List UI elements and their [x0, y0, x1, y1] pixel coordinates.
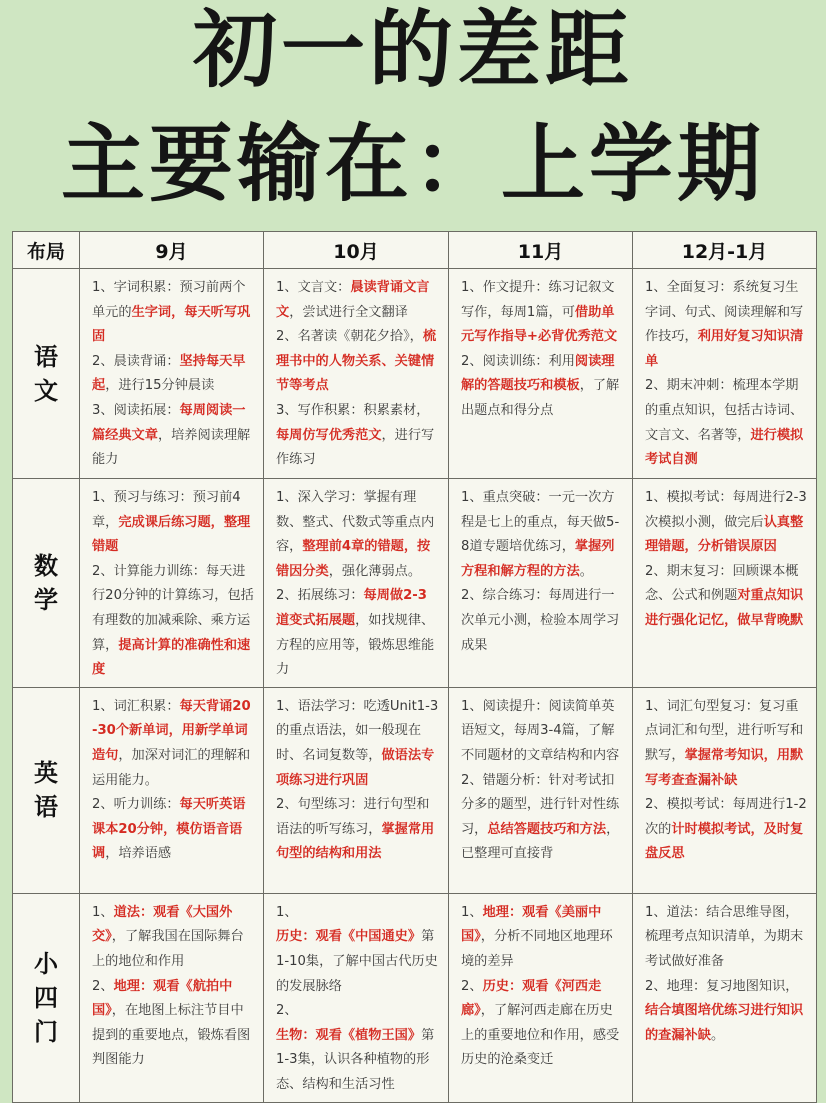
plan-item: [276, 584, 439, 682]
plan-text: 1、作文提升：练习记叙文写作，每周1篇，可: [461, 280, 615, 320]
highlight-text: 地理：观看《美丽中国》: [461, 904, 602, 945]
subject-char: 门: [34, 1017, 58, 1046]
highlight-text: 梳理书中的人物关系、关键情节等考点: [276, 329, 437, 394]
plan-text: 1、模拟考试：每周进行2-3次模拟小测，做完后: [645, 490, 807, 530]
plan-text: 3、写作积累：积累素材，: [276, 402, 430, 418]
plan-item: [461, 584, 623, 658]
plan-item: [645, 374, 807, 472]
plan-text: 1、道法：结合思维导图，梳理考点知识清单，为期末考试做好准备: [645, 904, 804, 969]
plan-text: ，分析不同地区地理环境的差异: [461, 929, 613, 969]
plan-text: 2、: [92, 978, 114, 994]
plan-text: ，培养语感: [105, 846, 172, 862]
plan-item: [461, 901, 623, 975]
plan-item: [645, 486, 807, 560]
highlight-text: 掌握常考知识，用默写考查查漏补缺: [645, 747, 804, 788]
plan-text: 2、期末复习：回顾课本概念、公式和例题: [645, 563, 799, 604]
plan-item: [461, 276, 623, 350]
plan-item: [276, 325, 439, 399]
row-english: [13, 687, 817, 893]
plan-item: [92, 350, 254, 399]
row-chinese: [13, 269, 817, 479]
subject-english: [13, 687, 80, 893]
plan-item: [92, 560, 254, 683]
highlight-text: 晨读背诵文言文: [276, 280, 430, 320]
plan-cell: [633, 687, 817, 893]
plan-text: 2、阅读训练：利用: [461, 353, 575, 369]
plan-item: [92, 695, 254, 793]
plan-cell: [633, 893, 817, 1102]
plan-text: 2、拓展练习：: [276, 588, 364, 604]
plan-item: [276, 793, 439, 867]
plan-text: ，进行15分钟晨读: [105, 378, 215, 394]
plan-text: 2、错题分析：针对考试扣分多的题型，进行针对性练习，: [461, 772, 620, 837]
header-dec-jan: 12月-1月: [633, 232, 817, 269]
plan-cell: [449, 479, 633, 688]
plan-text: 1、预习与练习：预习前4章，: [92, 490, 241, 530]
plan-cell: [264, 479, 449, 688]
plan-text: ，如找规律、方程的应用等，锻炼思维能力: [276, 612, 435, 678]
plan-text: 2、: [276, 1003, 298, 1019]
highlight-text: 进行模拟考试自测: [645, 427, 804, 468]
subject-char: 小: [34, 949, 58, 978]
subject-char: 文: [34, 376, 58, 405]
plan-text: 1、词汇句型复习：复习重点词汇和句型，进行听写和默写，: [645, 698, 804, 763]
highlight-text: 每周做2-3道变式拓展题: [276, 588, 427, 628]
plan-text: 2、名著读《朝花夕拾》，: [276, 329, 423, 345]
plan-text: 3、阅读拓展：: [92, 402, 180, 418]
plan-text: ，培养阅读理解能力: [92, 427, 251, 468]
plan-text: ，强化薄弱点。: [328, 563, 422, 579]
plan-text: ，尝试进行全文翻译: [289, 304, 408, 320]
plan-text: 。: [710, 1027, 725, 1043]
subject-char: 学: [34, 585, 58, 614]
plan-item: [461, 350, 623, 424]
plan-cell: [264, 269, 449, 479]
highlight-text: 总结答题技巧和方法: [487, 821, 607, 837]
plan-cell: [264, 893, 449, 1102]
plan-text: 1、: [92, 904, 114, 920]
header-row: [13, 232, 817, 269]
plan-text: ，了解我国在国际舞台上的地位和作用: [92, 929, 244, 969]
plan-text: 2、计算能力训练：每天进行20分钟的计算练习，包括有理数的加减乘除、乘方运算，: [92, 563, 254, 653]
plan-item: [276, 901, 439, 999]
study-plan-table: [12, 231, 817, 1103]
plan-text: 1、语法学习：吃透Unit1-3的重点语法，如一般现在时、名词复数等，: [276, 698, 439, 763]
plan-text: ，已整理可直接背: [461, 821, 620, 862]
highlight-text: 认真整理错题，分析错误原因: [645, 514, 804, 555]
title-line-2: 主要输在：上学期: [60, 115, 765, 213]
plan-text: 1、重点突破：一元一次方程是七上的重点，每天做5-8道专题培优练习，: [461, 490, 620, 555]
plan-text: 2、句型练习：进行句型和语法的听写练习，: [276, 797, 430, 837]
plan-text: 2、地理：复习地图知识，: [645, 978, 799, 994]
plan-text: 1、阅读提升：阅读简单英语短文，每周3-4篇，了解不同题材的文章结构和内容: [461, 698, 620, 763]
highlight-text: 计时模拟考试，及时复盘反思: [645, 821, 804, 862]
plan-text: 2、听力训练：: [92, 797, 180, 813]
highlight-text: 生物：观看《植物王国》: [276, 1027, 422, 1043]
plan-text: 2、综合练习：每周进行一次单元小测，检验本周学习成果: [461, 588, 620, 653]
plan-text: 1、: [276, 904, 298, 920]
plan-cell: [449, 893, 633, 1102]
plan-text: ，了解出题点和得分点: [461, 378, 620, 418]
plan-text: 第1-3集，认识各种植物的形态、结构和生活习性: [276, 1027, 435, 1092]
plan-item: [92, 486, 254, 560]
plan-text: 1、词汇积累：: [92, 698, 180, 714]
highlight-text: 每周阅读一篇经典文章: [92, 402, 246, 443]
plan-item: [645, 560, 807, 634]
row-minor-subjects: [13, 893, 817, 1102]
highlight-text: 道法：观看《大国外交》: [92, 904, 233, 945]
subject-char: 数: [34, 551, 58, 580]
highlight-text: 地理：观看《航拍中国》: [92, 978, 233, 1019]
plan-text: 1、文言文：: [276, 280, 351, 295]
header-oct: 10月: [264, 232, 449, 269]
subject-char: 四: [34, 983, 58, 1012]
plan-item: [92, 276, 254, 350]
highlight-text: 借助单元写作指导+必背优秀范文: [461, 304, 618, 345]
plan-cell: [80, 687, 264, 893]
title-line-1: 初一的差距: [192, 1, 633, 99]
plan-cell: [80, 479, 264, 688]
highlight-text: 整理前4章的错题，按错因分类: [276, 539, 431, 579]
plan-text: ，在地图上标注节目中提到的重要地点，锻炼看图判图能力: [92, 1003, 251, 1068]
subject-math: [13, 479, 80, 688]
plan-item: [276, 276, 439, 325]
plan-item: [645, 793, 807, 867]
plan-item: [92, 975, 254, 1073]
plan-text: ，进行写作练习: [276, 427, 435, 468]
highlight-text: 每周仿写优秀范文: [276, 427, 382, 443]
plan-text: 1、字词积累：预习前两个单元的: [92, 280, 246, 320]
highlight-text: 历史：观看《中国通史》: [276, 929, 422, 945]
plan-cell: [449, 687, 633, 893]
plan-text: 2、模拟考试：每周进行1-2次的: [645, 797, 807, 837]
plan-item: [92, 901, 254, 975]
highlight-text: 掌握列方程和解方程的方法: [461, 539, 615, 579]
highlight-text: 每天听英语课本20分钟，模仿语音语调: [92, 797, 246, 862]
plan-cell: [80, 893, 264, 1102]
highlight-text: 掌握常用句型的结构和用法: [276, 821, 435, 862]
plan-text: 1、: [461, 904, 483, 920]
plan-text: ，加深对词汇的理解和运用能力。: [92, 747, 251, 788]
header-layout: 布局: [13, 232, 80, 269]
plan-cell: [80, 269, 264, 479]
plan-item: [276, 486, 439, 584]
header-nov: 11月: [449, 232, 633, 269]
plan-cell: [633, 269, 817, 479]
plan-item: [645, 276, 807, 374]
highlight-text: 对重点知识进行强化记忆，做早背晚默: [645, 588, 804, 628]
plan-text: 2、期末冲刺：梳理本学期的重点知识，包括古诗词、文言文、名著等，: [645, 378, 804, 443]
plan-item: [276, 399, 439, 473]
plan-text: 1、深入学习：掌握有理数、整式、代数式等重点内容，: [276, 490, 435, 555]
row-math: [13, 479, 817, 688]
plan-text: 。: [579, 563, 593, 579]
subject-minor: [13, 893, 80, 1102]
plan-item: [92, 399, 254, 473]
plan-item: [461, 695, 623, 769]
plan-item: [92, 793, 254, 867]
highlight-text: 阅读理解的答题技巧和模板: [461, 353, 615, 394]
highlight-text: 生字词，每天听写巩固: [92, 304, 251, 345]
plan-item: [461, 769, 623, 867]
highlight-text: 做语法专项练习进行巩固: [276, 747, 435, 788]
subject-chinese: [13, 269, 80, 479]
highlight-text: 结合填图培优练习进行知识的查漏补缺: [645, 1003, 804, 1043]
plan-cell: [633, 479, 817, 688]
plan-text: ，了解河西走廊在历史上的重要地位和作用，感受历史的沧桑变迁: [461, 1003, 620, 1068]
highlight-text: 坚持每天早起: [92, 353, 246, 394]
plan-cell: [449, 269, 633, 479]
plan-item: [645, 901, 807, 975]
plan-item: [276, 999, 439, 1097]
plan-item: [645, 975, 807, 1049]
subject-char: 英: [34, 759, 58, 788]
plan-text: 第1-10集，了解中国古代历史的发展脉络: [276, 929, 438, 994]
plan-item: [461, 486, 623, 584]
subject-char: 语: [34, 793, 58, 822]
highlight-text: 利用好复习知识清单: [645, 329, 804, 369]
plan-item: [645, 695, 807, 793]
highlight-text: 每天背诵20-30个新单词，用新学单词造句: [92, 698, 251, 763]
plan-cell: [264, 687, 449, 893]
plan-item: [276, 695, 439, 793]
header-sep: 9月: [80, 232, 264, 269]
plan-text: 2、晨读背诵：: [92, 353, 180, 369]
plan-text: 1、全面复习：系统复习生字词、句式、阅读理解和写作技巧，: [645, 280, 804, 345]
highlight-text: 历史：观看《河西走廊》: [461, 978, 602, 1019]
plan-item: [461, 975, 623, 1073]
highlight-text: 提高计算的准确性和速度: [92, 637, 251, 678]
plan-text: 2、: [461, 978, 483, 994]
highlight-text: 完成课后练习题，整理错题: [92, 514, 251, 555]
subject-char: 语: [34, 342, 58, 371]
